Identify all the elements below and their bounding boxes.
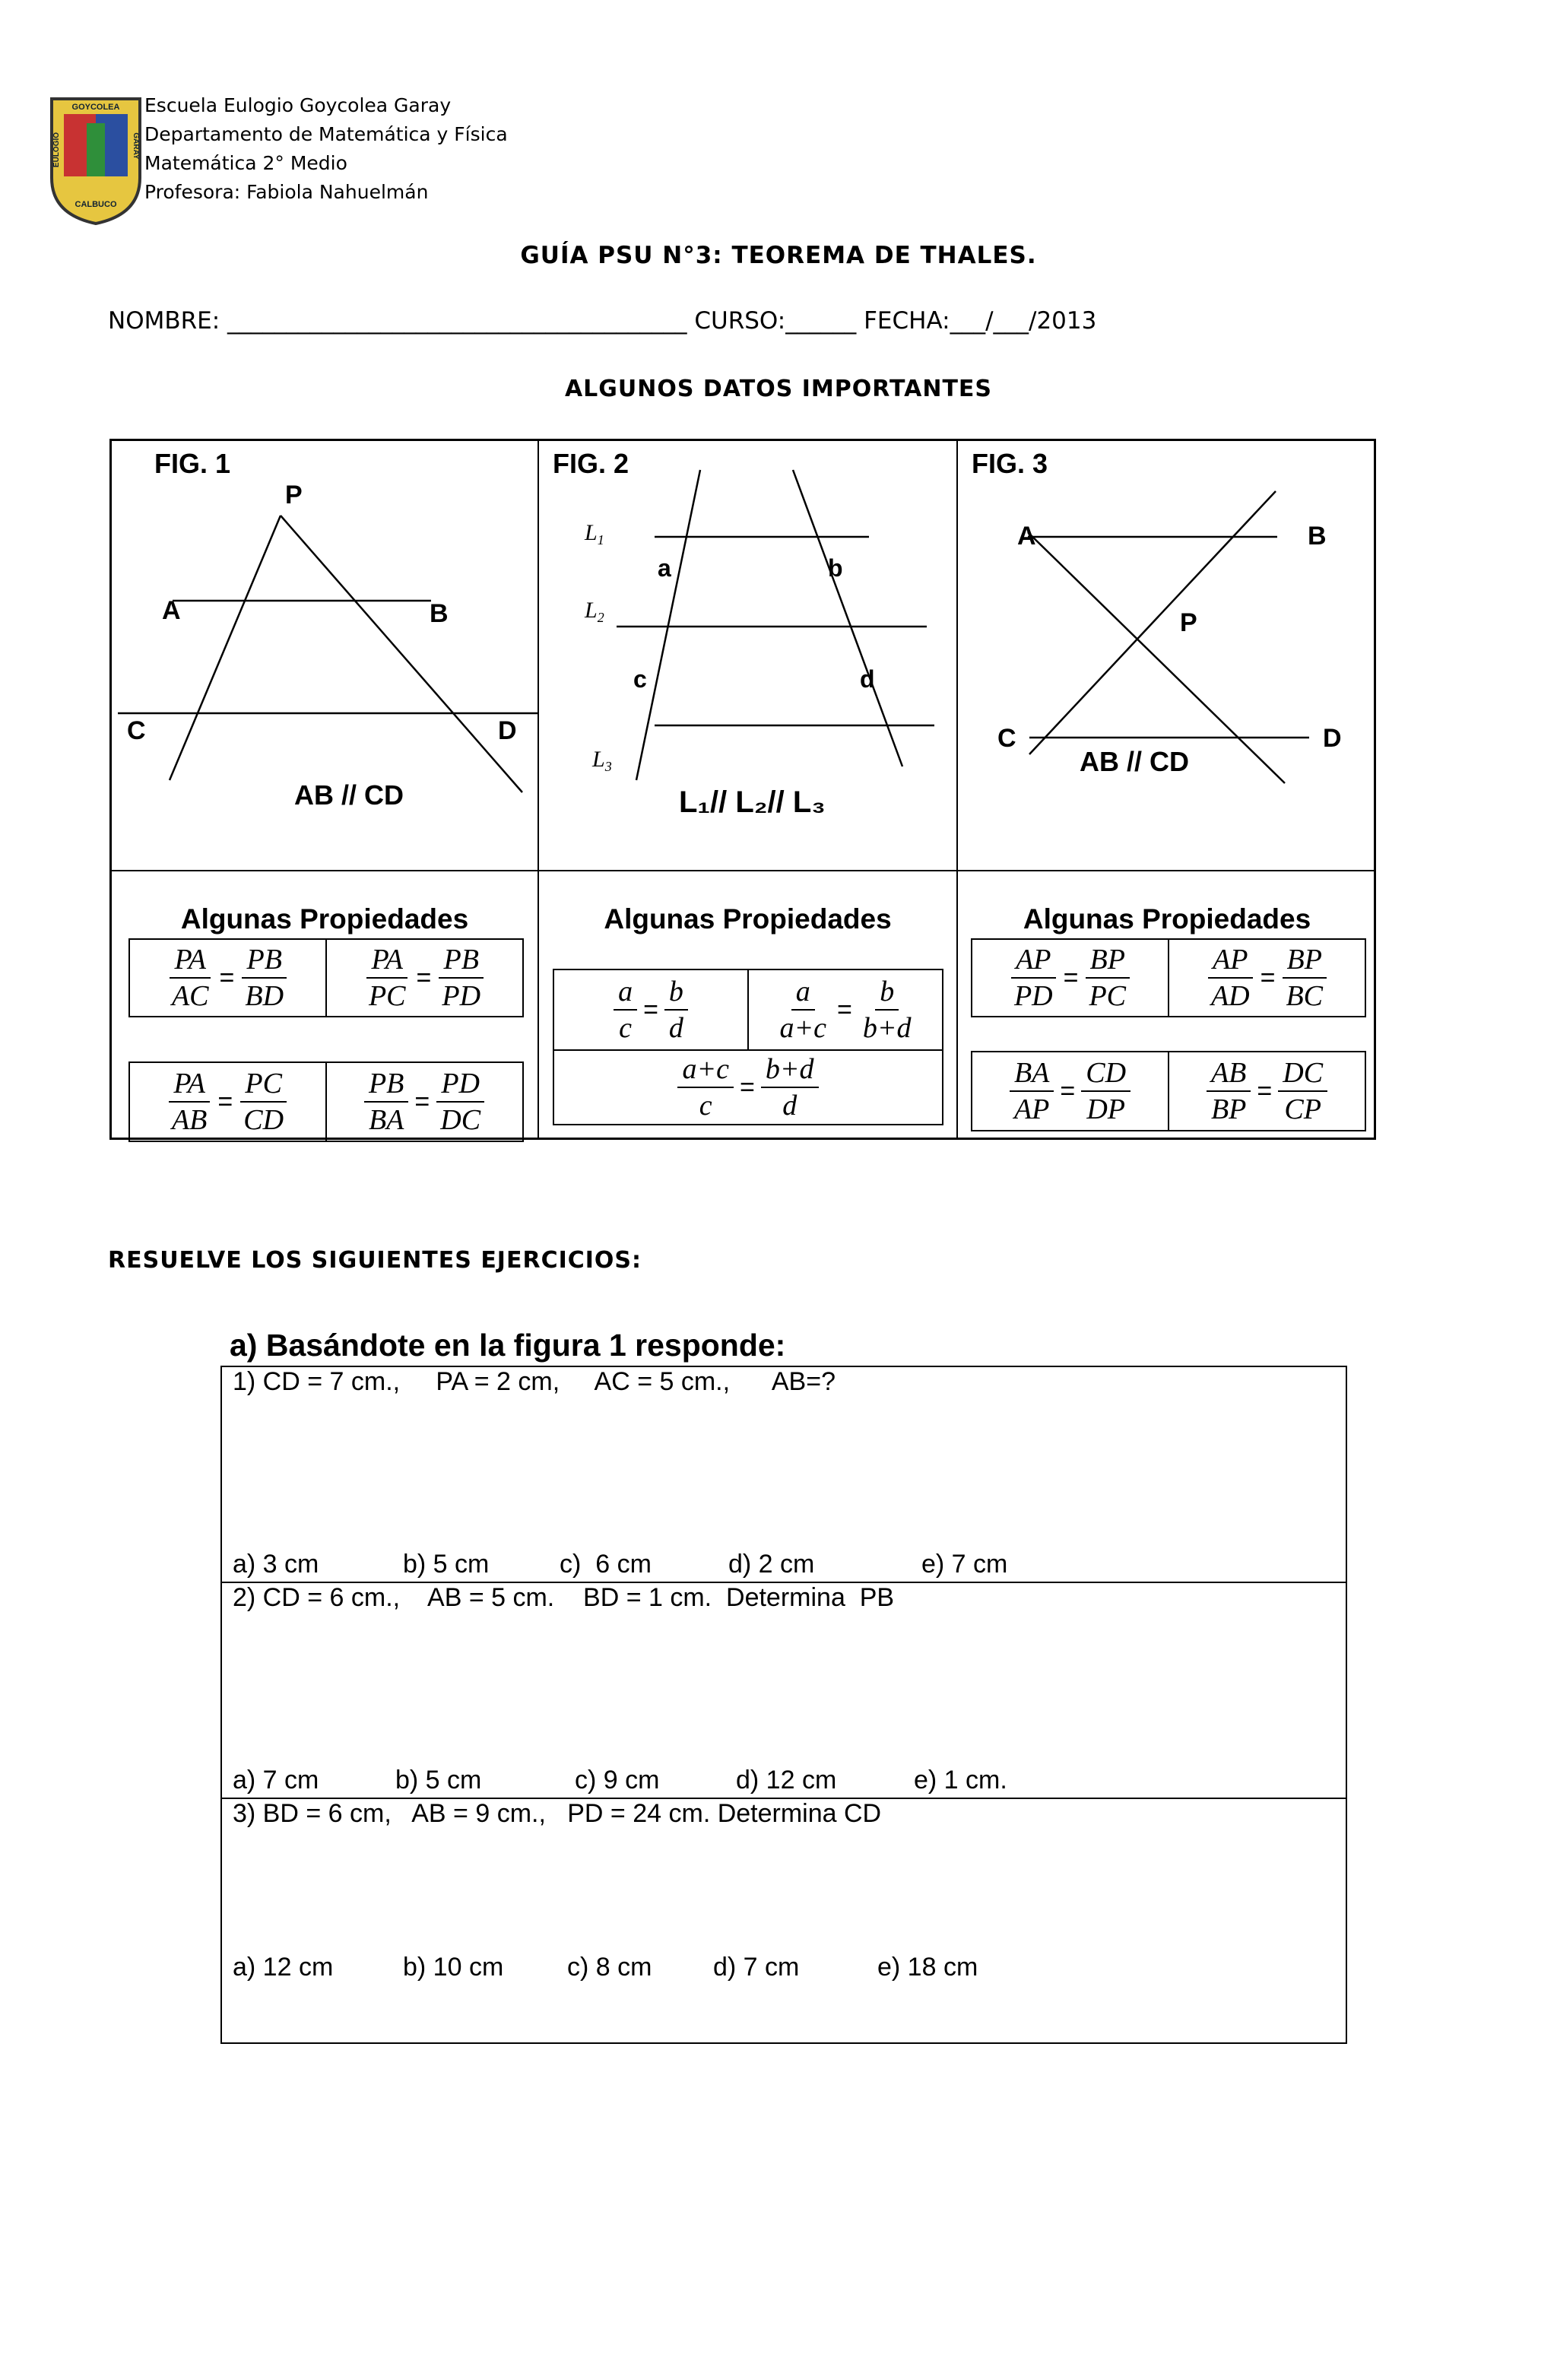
page-title: GUÍA PSU N°3: TEOREMA DE THALES.	[520, 242, 1037, 269]
question-1-option-b: b) 5 cm	[403, 1550, 490, 1579]
point-C-label: C	[997, 724, 1016, 753]
svg-text:CALBUCO: CALBUCO	[75, 200, 117, 209]
fig1-properties-table-2	[128, 1061, 524, 1142]
point-P-label: P	[285, 481, 303, 509]
property-cell	[972, 940, 1169, 1016]
point-B-label: B	[1308, 522, 1327, 551]
transversal-right	[281, 516, 522, 792]
question-2-option-b: b) 5 cm	[395, 1766, 482, 1795]
property-cell	[1169, 1052, 1365, 1130]
property-cell	[749, 970, 942, 1049]
fig3-properties-table-1	[971, 938, 1366, 1017]
property-cell	[327, 1063, 522, 1141]
course-name: Matemática 2° Medio	[144, 152, 347, 174]
figures-box	[109, 439, 1376, 1140]
proportion: $\frac{a+c}{c}$ = $\frac{b+d}{d}$	[674, 1052, 821, 1123]
figure-3-label: FIG. 3	[972, 448, 1048, 479]
svg-text:GARAY: GARAY	[132, 132, 140, 160]
proportion: $\frac{AP}{AD}$ = $\frac{BP}{BC}$	[1203, 942, 1330, 1014]
question-2-option-d: d) 12 cm	[736, 1766, 837, 1795]
figure-1-label: FIG. 1	[154, 448, 231, 479]
figure-2-caption: L₁// L₂// L₃	[679, 785, 826, 819]
property-cell	[130, 1063, 327, 1141]
segment-d-label: d	[860, 665, 875, 693]
proportion: $\frac{PB}{BA}$ = $\frac{PD}{DC}$	[361, 1066, 488, 1138]
school-info	[144, 91, 508, 207]
question-3-option-b: b) 10 cm	[403, 1953, 504, 1982]
question-1-option-c: c) 6 cm	[560, 1550, 652, 1579]
proportion: $\frac{a}{c}$ = $\frac{b}{d}$	[610, 974, 691, 1046]
property-cell	[327, 940, 522, 1016]
proportion: $\frac{BA}{AP}$ = $\frac{CD}{DP}$	[1007, 1055, 1134, 1127]
fig2-properties-title: Algunas Propiedades	[604, 903, 892, 935]
transversal-1	[636, 470, 700, 780]
exercises-box	[220, 1366, 1347, 2044]
proportion: $\frac{PA}{PC}$ = $\frac{PB}{PD}$	[361, 942, 488, 1014]
question-2-text: 2) CD = 6 cm., AB = 5 cm. BD = 1 cm. Determina PB	[233, 1583, 895, 1612]
student-info-line: NOMBRE: _______________________________________ CURSO:______ FECHA:___/___/2013	[108, 307, 1097, 335]
question-3-option-a: a) 12 cm	[233, 1953, 334, 1982]
fig3-properties-table-2	[971, 1051, 1366, 1131]
question-2-option-e: e) 1 cm.	[914, 1766, 1007, 1795]
point-B-label: B	[430, 599, 449, 628]
svg-text:GOYCOLEA: GOYCOLEA	[71, 103, 120, 112]
svg-text:EULOGIO: EULOGIO	[52, 132, 61, 168]
fig1-properties-table-1	[128, 938, 524, 1017]
figure-1-diagram	[112, 441, 537, 870]
point-P-label: P	[1180, 608, 1197, 637]
property-cell	[554, 970, 749, 1049]
exercises-heading: RESUELVE LOS SIGUIENTES EJERCICIOS:	[108, 1247, 642, 1274]
department-name: Departamento de Matemática y Física	[144, 123, 508, 145]
question-3-text: 3) BD = 6 cm, AB = 9 cm., PD = 24 cm. Determina CD	[233, 1799, 882, 1828]
question-3-option-d: d) 7 cm	[713, 1953, 800, 1982]
school-name: Escuela Eulogio Goycolea Garay	[144, 94, 452, 116]
property-row	[554, 1051, 942, 1124]
segment-c-label: c	[633, 665, 647, 693]
question-1-text: 1) CD = 7 cm., PA = 2 cm, AC = 5 cm., AB=?	[233, 1367, 836, 1396]
section-a-title: a) Basándote en la figura 1 responde:	[230, 1328, 786, 1363]
point-D-label: D	[1323, 724, 1342, 753]
question-3-option-c: c) 8 cm	[567, 1953, 652, 1982]
question-3-option-e: e) 18 cm	[877, 1953, 978, 1982]
proportion: $\frac{PA}{AC}$ = $\frac{PB}{BD}$	[164, 942, 291, 1014]
property-row	[554, 970, 942, 1051]
row-divider	[112, 870, 1374, 871]
question-1	[222, 1367, 1346, 1582]
point-A-label: A	[1017, 522, 1036, 551]
proportion: $\frac{AP}{PD}$ = $\frac{BP}{PC}$	[1007, 942, 1134, 1014]
figure-2-label: FIG. 2	[553, 448, 629, 479]
figure-3-diagram	[958, 441, 1376, 870]
proportion: $\frac{a}{a+c}$ = $\frac{b}{b+d}$	[779, 976, 912, 1044]
question-3	[222, 1799, 1346, 2042]
proportion: $\frac{PA}{AB}$ = $\frac{PC}{CD}$	[164, 1066, 291, 1138]
question-2-option-c: c) 9 cm	[575, 1766, 660, 1795]
question-1-option-e: e) 7 cm	[921, 1550, 1008, 1579]
teacher-name: Profesora: Fabiola Nahuelmán	[144, 181, 429, 203]
question-1-option-d: d) 2 cm	[728, 1550, 815, 1579]
point-D-label: D	[498, 716, 517, 745]
proportion: $\frac{AB}{BP}$ = $\frac{DC}{CP}$	[1203, 1055, 1330, 1127]
property-cell	[972, 1052, 1169, 1130]
transversal-2	[793, 470, 902, 766]
fig2-properties-table	[553, 969, 943, 1125]
fig3-properties-title: Algunas Propiedades	[1023, 903, 1311, 935]
property-cell	[1169, 940, 1365, 1016]
segment-b-label: b	[828, 554, 843, 582]
L1-label: $L_1$	[585, 520, 604, 547]
fig1-properties-title: Algunas Propiedades	[180, 903, 469, 935]
question-2-option-a: a) 7 cm	[233, 1766, 319, 1795]
property-cell	[554, 1051, 942, 1124]
question-2	[222, 1583, 1346, 1798]
point-C-label: C	[127, 716, 146, 745]
diagonal-BC	[1029, 491, 1276, 754]
property-cell	[130, 940, 327, 1016]
point-A-label: A	[162, 596, 181, 625]
school-crest-logo	[47, 93, 144, 227]
L2-label: $L_2$	[585, 598, 604, 625]
L3-label: $L_3$	[592, 747, 612, 774]
figure-1-caption: AB // CD	[294, 779, 404, 811]
figure-2-diagram	[539, 441, 956, 870]
transversal-left	[170, 516, 281, 780]
section-subtitle: ALGUNOS DATOS IMPORTANTES	[564, 376, 993, 402]
question-1-option-a: a) 3 cm	[233, 1550, 319, 1579]
figure-3-caption: AB // CD	[1080, 746, 1189, 777]
segment-a-label: a	[658, 554, 671, 582]
